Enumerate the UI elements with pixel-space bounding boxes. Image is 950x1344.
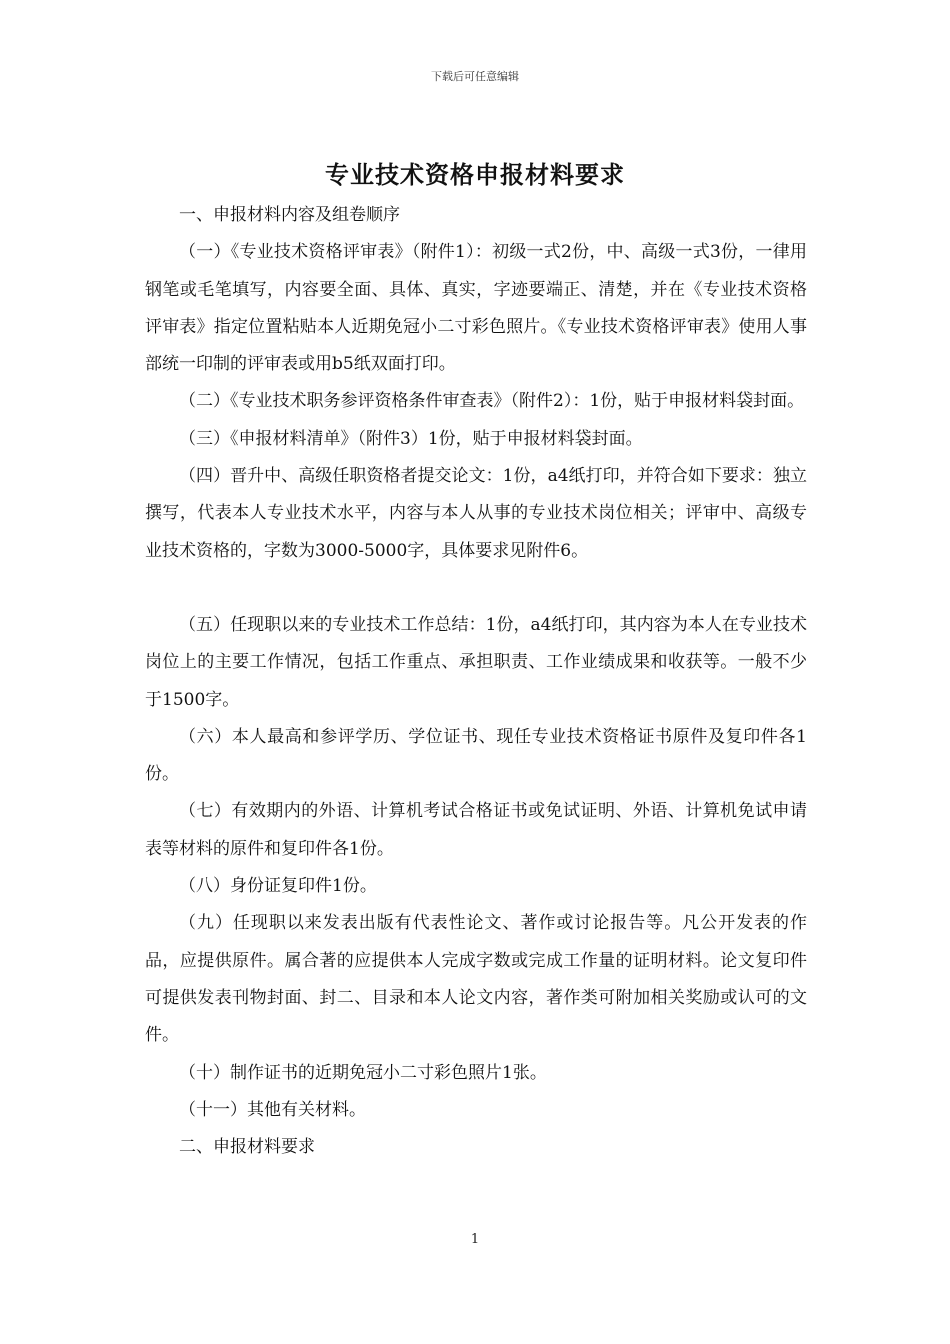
paragraph-item-4: （四）晋升中、高级任职资格者提交论文：1份，a4纸打印，并符合如下要求：独立撰写，代表本人专业技术水平，内容与本人从事的专业技术岗位相关；评审中、高级专业技术资格的，字数为3000-5000字，具体要求见附件6。: [145, 466, 807, 561]
blank-line: [145, 570, 807, 607]
paragraph-item-2: （二）《专业技术职务参评资格条件审查表》（附件2）：1份，贴于申报材料袋封面。: [179, 391, 805, 412]
paragraph-item-5: （五）任现职以来的专业技术工作总结：1份，a4纸打印，其内容为本人在专业技术岗位上的主要工作情况，包括工作重点、承担职责、工作业绩成果和收获等。一般不少于1500字。: [145, 614, 807, 710]
paragraph-item-6: （六）本人最高和参评学历、学位证书、现任专业技术资格证书原件及复印件各1份。: [145, 726, 807, 785]
section-heading-2: 二、申报材料要求: [179, 1137, 315, 1158]
document-title: 专业技术资格申报材料要求: [325, 161, 625, 189]
header-note: 下载后可任意编辑: [431, 70, 519, 83]
section-heading-1: 一、申报材料内容及组卷顺序: [179, 205, 400, 225]
paragraph-item-8: （八）身份证复印件1份。: [179, 876, 377, 897]
paragraph-item-10: （十）制作证书的近期免冠小二寸彩色照片1张。: [179, 1062, 547, 1083]
paragraph-item-3: （三）《申报材料清单》（附件3）1份，贴于申报材料袋封面。: [179, 428, 643, 449]
page-number: 1: [470, 1232, 480, 1247]
paragraph-item-11: （十一）其他有关材料。: [179, 1099, 366, 1120]
document-body: [145, 197, 807, 1166]
paragraph-item-1: （一）《专业技术资格评审表》（附件1）：初级一式2份，中、高级一式3份，一律用钢笔或毛笔填写，内容要全面、具体、真实，字迹要端正、清楚，并在《专业技术资格评审表》指定位置粘贴本人近期免冠小二寸彩色照片。《专业技术资格评审表》使用人事部统一印制的评审表或用b5纸双面打印。: [145, 242, 807, 375]
paragraph-item-9: （九）任现职以来发表出版有代表性论文、著作或讨论报告等。凡公开发表的作品，应提供原件。属合著的应提供本人完成字数或完成工作量的证明材料。论文复印件可提供发表刊物封面、封二、目录和本人论文内容，著作类可附加相关奖励或认可的文件。: [145, 913, 807, 1046]
paragraph-item-7: （七）有效期内的外语、计算机考试合格证书或免试证明、外语、计算机免试申请表等材料的原件和复印件各1份。: [145, 801, 807, 859]
